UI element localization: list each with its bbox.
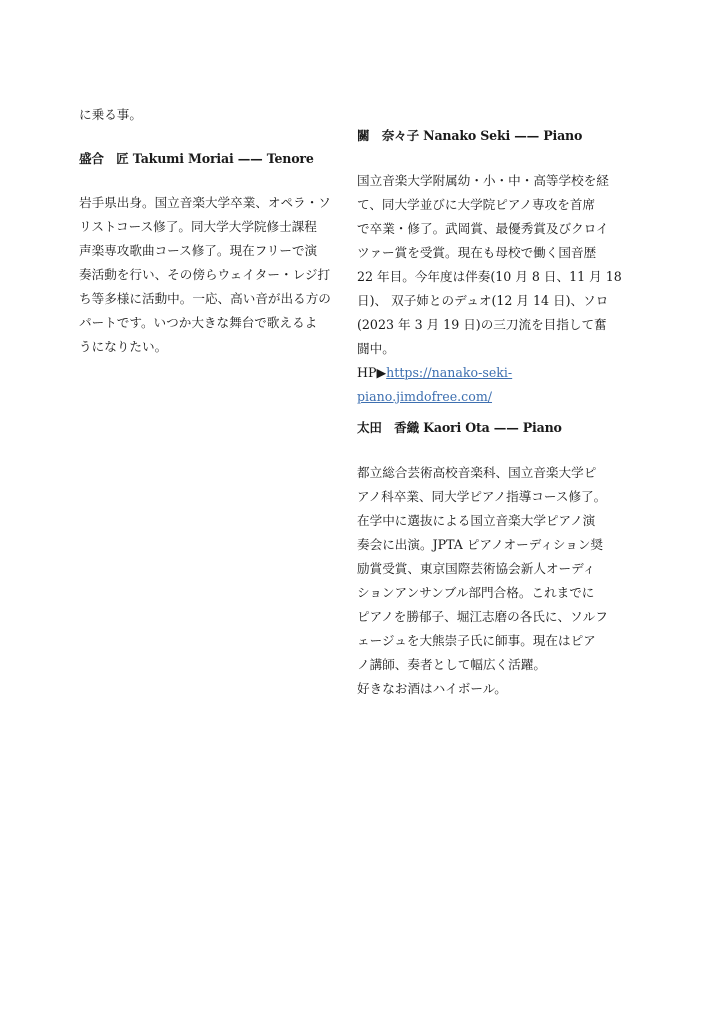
bio-line: で卒業・修了。武岡賞、最優秀賞及びクロイ — [357, 221, 609, 236]
bio-line: うになりたい。 — [79, 339, 168, 354]
bio-line: ノ講師、奏者として幅広く活躍。 — [357, 657, 546, 672]
bio-line: ピアノを勝郁子、堀江志磨の各氏に、ソルフ — [357, 609, 608, 624]
bio-line: (2023 年 3 月 19 日)の三刀流を目指して奮 — [357, 317, 607, 332]
bio-line: ツァー賞を受賞。現在も母校で働く国音歴 — [357, 245, 597, 260]
bio-heading-moriai: 盛合 匠 Takumi Moriai —— Tenore — [79, 151, 314, 166]
bio-line: 国立音楽大学附属幼・小・中・高等学校を経 — [357, 173, 609, 188]
homepage-line-cont — [357, 389, 492, 405]
bio-heading-ota: 太田 香織 Kaori Ota —— Piano — [357, 420, 562, 435]
homepage-link[interactable]: https://nanako-seki- — [386, 365, 513, 380]
bio-line: て、同大学並びに大学院ピアノ専攻を首席 — [357, 197, 596, 212]
bio-heading-seki: 關 奈々子 Nanako Seki —— Piano — [357, 128, 583, 143]
bio-line: 声楽専攻歌曲コース修了。現在フリーで演 — [79, 243, 318, 258]
bio-line: 闘中。 — [357, 341, 395, 356]
bio-line: リストコース修了。同大学大学院修士課程 — [79, 219, 317, 234]
bio-line: 22 年目。今年度は伴奏(10 月 8 日、11 月 18 — [357, 269, 622, 284]
continued-text: に乗る事。 — [79, 107, 142, 122]
bio-line: 日)、 双子姉とのデュオ(12 月 14 日)、ソロ — [357, 293, 609, 308]
bio-line: 奏活動を行い、その傍らウェイター・レジ打 — [79, 267, 331, 282]
homepage-link-cont[interactable]: piano.jimdofree.com/ — [357, 389, 493, 404]
bio-line: パートです。いつか大きな舞台で歌えるよ — [79, 315, 318, 330]
bio-line: アノ科卒業、同大学ピアノ指導コース修了。 — [357, 489, 607, 504]
hp-label: HP▶ — [357, 365, 387, 380]
bio-line: 奏会に出演。JPTA ピアノオーディション奨 — [357, 537, 604, 552]
homepage-line — [357, 365, 512, 381]
bio-line: 岩手県出身。国立音楽大学卒業、オペラ・ソ — [79, 195, 331, 210]
bio-line: 都立総合芸術高校音楽科、国立音楽大学ピ — [357, 465, 597, 480]
bio-line: ェージュを大熊崇子氏に師事。現在はピア — [357, 633, 596, 648]
bio-line: ち等多様に活動中。一応、高い音が出る方の — [79, 291, 331, 306]
bio-line: ションアンサンブル部門合格。これまでに — [357, 585, 595, 600]
bio-line: 好きなお酒はハイボール。 — [357, 681, 507, 696]
bio-line: 在学中に選抜による国立音楽大学ピアノ演 — [357, 513, 596, 528]
bio-line: 励賞受賞、東京国際芸術協会新人オーディ — [357, 561, 596, 576]
